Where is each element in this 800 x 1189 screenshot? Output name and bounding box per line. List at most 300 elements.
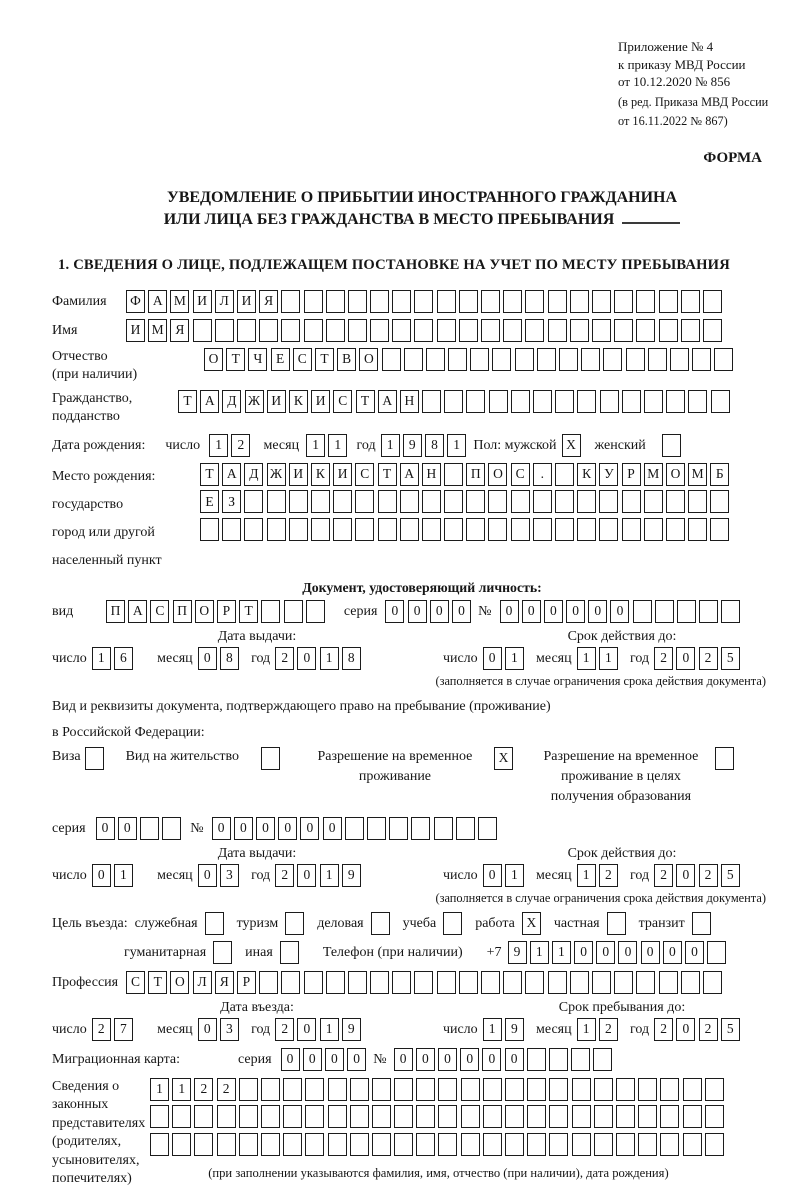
char-cell[interactable] [703,971,722,994]
char-cell[interactable]: 0 [566,600,585,623]
char-cell[interactable] [267,490,286,513]
char-cell[interactable]: М [644,463,663,486]
char-cell[interactable]: 1 [577,647,596,670]
char-cell[interactable]: А [400,463,419,486]
char-cell[interactable]: С [333,390,352,413]
char-cell[interactable] [150,1105,169,1128]
char-cell[interactable] [333,490,352,513]
char-cell[interactable] [622,518,641,541]
char-cell[interactable] [355,490,374,513]
char-cell[interactable] [438,1078,457,1101]
char-cell[interactable] [348,319,367,342]
char-cell[interactable] [707,941,726,964]
char-cell[interactable] [437,290,456,313]
char-cell[interactable]: 1 [530,941,549,964]
char-cell[interactable] [570,971,589,994]
char-cell[interactable] [705,1133,724,1156]
char-cell[interactable] [244,518,263,541]
char-cell[interactable]: 0 [588,600,607,623]
char-cell[interactable]: К [311,463,330,486]
char-cell[interactable] [705,1078,724,1101]
char-cell[interactable] [466,518,485,541]
char-cell[interactable] [616,1078,635,1101]
char-cell[interactable] [394,1078,413,1101]
char-cell[interactable] [162,817,181,840]
char-cell[interactable]: О [666,463,685,486]
char-cell[interactable] [594,1078,613,1101]
char-cell[interactable] [577,390,596,413]
char-cell[interactable] [577,518,596,541]
char-cell[interactable]: . [533,463,552,486]
char-cell[interactable] [559,348,578,371]
char-cell[interactable] [348,971,367,994]
char-cell[interactable]: 0 [676,864,695,887]
char-cell[interactable]: 0 [596,941,615,964]
char-cell[interactable] [481,290,500,313]
char-cell[interactable] [683,1133,702,1156]
char-cell[interactable] [599,518,618,541]
char-cell[interactable]: 6 [114,647,133,670]
char-cell[interactable] [683,1105,702,1128]
char-cell[interactable] [614,319,633,342]
char-cell[interactable]: 0 [385,600,404,623]
char-cell[interactable] [200,518,219,541]
char-cell[interactable]: 8 [220,647,239,670]
char-cell[interactable] [416,1133,435,1156]
char-cell[interactable]: Т [356,390,375,413]
char-cell[interactable]: У [599,463,618,486]
char-cell[interactable]: 0 [483,864,502,887]
char-cell[interactable]: 1 [599,647,618,670]
char-cell[interactable]: Т [148,971,167,994]
visa-checkbox[interactable] [85,747,104,770]
char-cell[interactable] [570,319,589,342]
purpose-humanitarian-checkbox[interactable] [213,941,232,964]
char-cell[interactable] [461,1078,480,1101]
char-cell[interactable] [703,290,722,313]
char-cell[interactable]: 2 [654,864,673,887]
char-cell[interactable] [711,390,730,413]
char-cell[interactable] [367,817,386,840]
char-cell[interactable] [459,971,478,994]
char-cell[interactable] [326,971,345,994]
char-cell[interactable]: 0 [256,817,275,840]
char-cell[interactable]: 1 [552,941,571,964]
char-cell[interactable]: 0 [92,864,111,887]
char-cell[interactable] [688,490,707,513]
char-cell[interactable] [289,518,308,541]
char-cell[interactable] [422,518,441,541]
char-cell[interactable]: 9 [508,941,527,964]
char-cell[interactable]: И [126,319,145,342]
char-cell[interactable] [239,1133,258,1156]
char-cell[interactable] [503,290,522,313]
char-cell[interactable] [527,1078,546,1101]
char-cell[interactable] [414,971,433,994]
char-cell[interactable] [261,1078,280,1101]
char-cell[interactable]: 0 [500,600,519,623]
char-cell[interactable] [570,290,589,313]
char-cell[interactable] [172,1133,191,1156]
char-cell[interactable] [503,319,522,342]
char-cell[interactable] [527,1105,546,1128]
char-cell[interactable]: 1 [320,864,339,887]
char-cell[interactable]: 1 [320,1018,339,1041]
char-cell[interactable] [459,290,478,313]
char-cell[interactable]: Т [200,463,219,486]
char-cell[interactable] [437,971,456,994]
char-cell[interactable] [489,390,508,413]
char-cell[interactable]: 5 [721,647,740,670]
purpose-other-checkbox-cell[interactable] [280,941,299,964]
char-cell[interactable] [355,518,374,541]
char-cell[interactable]: О [195,600,214,623]
char-cell[interactable]: 2 [275,864,294,887]
char-cell[interactable] [533,518,552,541]
char-cell[interactable] [483,1133,502,1156]
char-cell[interactable] [533,390,552,413]
char-cell[interactable] [594,1133,613,1156]
char-cell[interactable] [688,518,707,541]
char-cell[interactable] [603,348,622,371]
char-cell[interactable] [666,490,685,513]
char-cell[interactable] [594,1105,613,1128]
char-cell[interactable]: Ч [248,348,267,371]
char-cell[interactable] [505,1078,524,1101]
char-cell[interactable]: 0 [300,817,319,840]
char-cell[interactable] [305,1078,324,1101]
char-cell[interactable]: Ф [126,290,145,313]
char-cell[interactable]: 0 [303,1048,322,1071]
char-cell[interactable] [426,348,445,371]
char-cell[interactable]: О [359,348,378,371]
char-cell[interactable]: О [204,348,223,371]
char-cell[interactable] [592,971,611,994]
char-cell[interactable]: Р [217,600,236,623]
char-cell[interactable] [239,1105,258,1128]
char-cell[interactable] [593,1048,612,1071]
char-cell[interactable] [481,319,500,342]
char-cell[interactable] [549,1133,568,1156]
char-cell[interactable] [549,1078,568,1101]
char-cell[interactable]: М [170,290,189,313]
char-cell[interactable] [311,518,330,541]
char-cell[interactable] [194,1105,213,1128]
char-cell[interactable]: 2 [654,1018,673,1041]
char-cell[interactable]: 0 [676,1018,695,1041]
char-cell[interactable]: 1 [505,647,524,670]
char-cell[interactable] [483,1078,502,1101]
char-cell[interactable] [681,971,700,994]
char-cell[interactable] [478,817,497,840]
char-cell[interactable]: 2 [275,647,294,670]
char-cell[interactable]: 0 [641,941,660,964]
purpose-tourism-checkbox[interactable] [285,912,304,935]
char-cell[interactable] [599,490,618,513]
char-cell[interactable]: И [289,463,308,486]
char-cell[interactable] [283,1105,302,1128]
purpose-official-checkbox-cell[interactable] [205,912,224,935]
char-cell[interactable] [392,971,411,994]
char-cell[interactable]: 0 [297,647,316,670]
char-cell[interactable]: 3 [220,864,239,887]
char-cell[interactable]: Я [259,290,278,313]
char-cell[interactable] [505,1133,524,1156]
char-cell[interactable] [261,1105,280,1128]
char-cell[interactable] [511,390,530,413]
char-cell[interactable]: Л [193,971,212,994]
purpose-transit-checkbox-cell[interactable] [692,912,711,935]
char-cell[interactable] [488,490,507,513]
char-cell[interactable] [636,971,655,994]
char-cell[interactable]: 1 [306,434,325,457]
char-cell[interactable]: 9 [342,864,361,887]
char-cell[interactable] [592,290,611,313]
char-cell[interactable] [350,1105,369,1128]
char-cell[interactable]: 0 [297,1018,316,1041]
char-cell[interactable] [448,348,467,371]
char-cell[interactable]: 2 [194,1078,213,1101]
char-cell[interactable]: 0 [676,647,695,670]
char-cell[interactable] [217,1133,236,1156]
char-cell[interactable] [326,319,345,342]
purpose-business-checkbox[interactable] [371,912,390,935]
char-cell[interactable]: 1 [209,434,228,457]
purpose-business-checkbox-cell[interactable] [371,912,390,935]
char-cell[interactable]: 1 [447,434,466,457]
purpose-private-checkbox-cell[interactable] [607,912,626,935]
char-cell[interactable] [281,290,300,313]
char-cell[interactable] [140,817,159,840]
char-cell[interactable] [666,518,685,541]
char-cell[interactable] [659,971,678,994]
char-cell[interactable] [437,319,456,342]
char-cell[interactable]: Д [244,463,263,486]
temp-residence-edu-checkbox[interactable] [715,747,734,770]
char-cell[interactable] [548,319,567,342]
temp-residence-edu-checkbox-cell[interactable] [715,747,734,770]
char-cell[interactable]: 0 [482,1048,501,1071]
char-cell[interactable] [692,348,711,371]
char-cell[interactable] [372,1105,391,1128]
char-cell[interactable] [549,1105,568,1128]
char-cell[interactable] [304,971,323,994]
char-cell[interactable]: А [128,600,147,623]
char-cell[interactable]: 0 [281,1048,300,1071]
char-cell[interactable] [378,518,397,541]
visa-checkbox-cell[interactable] [85,747,104,770]
char-cell[interactable] [370,971,389,994]
char-cell[interactable] [600,390,619,413]
char-cell[interactable] [372,1133,391,1156]
char-cell[interactable] [150,1133,169,1156]
purpose-private-checkbox[interactable] [607,912,626,935]
temp-residence-checkbox-cell[interactable]: X [494,747,513,770]
char-cell[interactable] [638,1105,657,1128]
char-cell[interactable]: 0 [394,1048,413,1071]
char-cell[interactable] [655,600,674,623]
char-cell[interactable] [683,1078,702,1101]
char-cell[interactable]: З [222,490,241,513]
char-cell[interactable] [328,1105,347,1128]
char-cell[interactable] [622,390,641,413]
char-cell[interactable] [533,490,552,513]
char-cell[interactable]: Т [315,348,334,371]
char-cell[interactable]: 0 [460,1048,479,1071]
char-cell[interactable] [333,518,352,541]
char-cell[interactable] [527,1133,546,1156]
char-cell[interactable]: 0 [416,1048,435,1071]
female-checkbox[interactable] [662,434,681,457]
char-cell[interactable]: 5 [721,1018,740,1041]
char-cell[interactable]: 0 [278,817,297,840]
char-cell[interactable]: И [193,290,212,313]
char-cell[interactable] [394,1133,413,1156]
char-cell[interactable]: Е [200,490,219,513]
char-cell[interactable] [345,817,364,840]
char-cell[interactable] [382,348,401,371]
char-cell[interactable] [492,348,511,371]
char-cell[interactable]: С [511,463,530,486]
char-cell[interactable] [511,490,530,513]
char-cell[interactable]: 0 [198,1018,217,1041]
purpose-transit-checkbox[interactable] [692,912,711,935]
char-cell[interactable] [261,600,280,623]
char-cell[interactable] [378,490,397,513]
char-cell[interactable] [394,1105,413,1128]
char-cell[interactable]: Н [422,463,441,486]
char-cell[interactable] [289,490,308,513]
char-cell[interactable] [572,1105,591,1128]
char-cell[interactable]: 0 [544,600,563,623]
char-cell[interactable]: 0 [505,1048,524,1071]
char-cell[interactable] [466,490,485,513]
char-cell[interactable] [614,290,633,313]
char-cell[interactable] [444,518,463,541]
char-cell[interactable] [222,518,241,541]
char-cell[interactable]: С [355,463,374,486]
char-cell[interactable] [505,1105,524,1128]
char-cell[interactable] [304,290,323,313]
char-cell[interactable]: 5 [721,864,740,887]
char-cell[interactable] [660,1133,679,1156]
char-cell[interactable] [660,1078,679,1101]
char-cell[interactable]: П [466,463,485,486]
char-cell[interactable]: 0 [574,941,593,964]
char-cell[interactable] [283,1078,302,1101]
char-cell[interactable]: 0 [297,864,316,887]
char-cell[interactable] [525,319,544,342]
char-cell[interactable]: 8 [342,647,361,670]
char-cell[interactable] [648,348,667,371]
char-cell[interactable] [281,319,300,342]
char-cell[interactable] [370,319,389,342]
char-cell[interactable] [548,971,567,994]
char-cell[interactable]: М [688,463,707,486]
char-cell[interactable] [404,348,423,371]
char-cell[interactable] [670,348,689,371]
char-cell[interactable] [305,1133,324,1156]
char-cell[interactable] [305,1105,324,1128]
char-cell[interactable] [681,290,700,313]
char-cell[interactable] [633,600,652,623]
char-cell[interactable] [461,1105,480,1128]
char-cell[interactable]: Ж [245,390,264,413]
char-cell[interactable]: Л [215,290,234,313]
char-cell[interactable]: 3 [220,1018,239,1041]
char-cell[interactable]: К [289,390,308,413]
char-cell[interactable] [466,390,485,413]
char-cell[interactable] [461,1133,480,1156]
char-cell[interactable]: О [170,971,189,994]
char-cell[interactable] [515,348,534,371]
char-cell[interactable] [527,1048,546,1071]
char-cell[interactable] [659,319,678,342]
char-cell[interactable]: О [488,463,507,486]
char-cell[interactable]: А [378,390,397,413]
char-cell[interactable] [459,319,478,342]
char-cell[interactable] [511,518,530,541]
char-cell[interactable] [328,1133,347,1156]
char-cell[interactable]: 0 [452,600,471,623]
char-cell[interactable]: Н [400,390,419,413]
char-cell[interactable]: 2 [275,1018,294,1041]
char-cell[interactable] [577,490,596,513]
char-cell[interactable] [283,1133,302,1156]
char-cell[interactable]: 0 [663,941,682,964]
char-cell[interactable] [470,348,489,371]
purpose-tourism-checkbox-cell[interactable] [285,912,304,935]
char-cell[interactable] [259,319,278,342]
char-cell[interactable]: И [311,390,330,413]
char-cell[interactable] [193,319,212,342]
char-cell[interactable] [348,290,367,313]
male-checkbox[interactable] [562,434,581,457]
char-cell[interactable]: 9 [505,1018,524,1041]
char-cell[interactable]: 2 [699,1018,718,1041]
char-cell[interactable] [525,290,544,313]
char-cell[interactable] [555,463,574,486]
char-cell[interactable] [488,518,507,541]
residence-permit-checkbox-cell[interactable] [261,747,280,770]
char-cell[interactable]: И [267,390,286,413]
char-cell[interactable] [237,319,256,342]
char-cell[interactable]: 1 [172,1078,191,1101]
char-cell[interactable]: 0 [438,1048,457,1071]
char-cell[interactable] [372,1078,391,1101]
char-cell[interactable] [306,600,325,623]
char-cell[interactable]: 7 [114,1018,133,1041]
char-cell[interactable]: 2 [92,1018,111,1041]
char-cell[interactable] [677,600,696,623]
char-cell[interactable] [721,600,740,623]
purpose-study-checkbox-cell[interactable] [443,912,462,935]
char-cell[interactable]: Т [239,600,258,623]
char-cell[interactable] [217,1105,236,1128]
char-cell[interactable]: Р [237,971,256,994]
char-cell[interactable] [304,319,323,342]
char-cell[interactable]: Т [378,463,397,486]
char-cell[interactable]: Д [222,390,241,413]
char-cell[interactable] [644,390,663,413]
char-cell[interactable]: 1 [114,864,133,887]
char-cell[interactable] [267,518,286,541]
char-cell[interactable] [392,319,411,342]
char-cell[interactable] [444,490,463,513]
char-cell[interactable] [350,1133,369,1156]
char-cell[interactable] [548,290,567,313]
char-cell[interactable] [438,1133,457,1156]
